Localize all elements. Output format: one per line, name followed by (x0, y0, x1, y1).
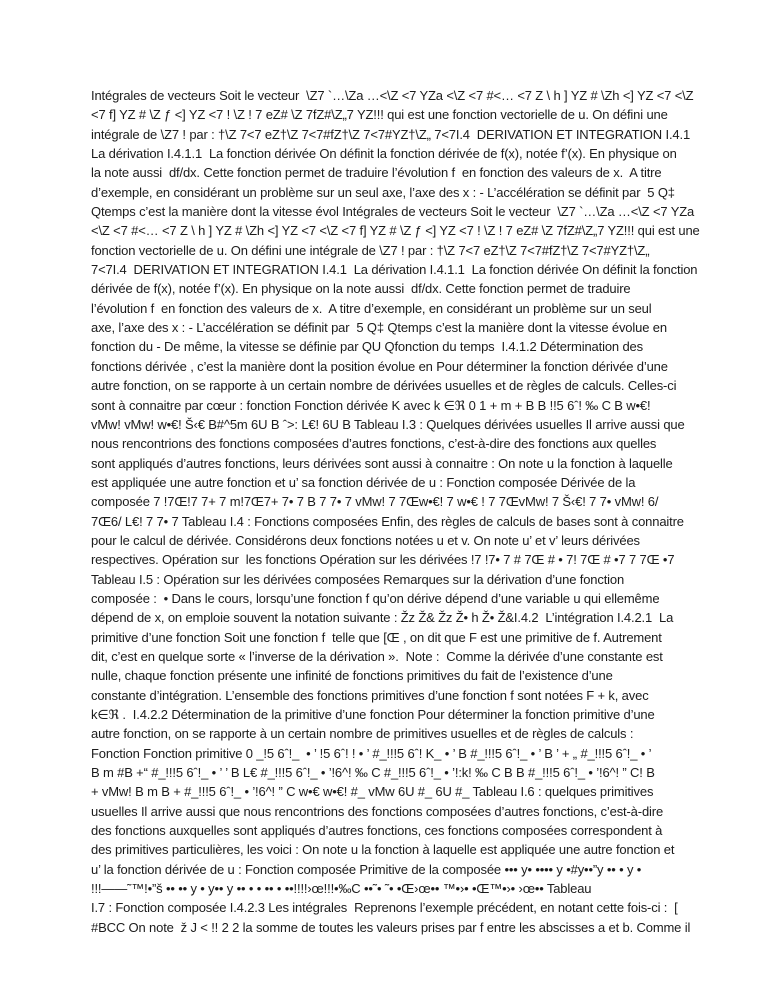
text-line: composée 7 !7Œ!7 7+ 7 m!7Œ7+ 7• 7 B 7 7• 7 vMw! 7 7Œw•€! 7 w•€ ! 7 7ŒvMw! 7 Š‹€! 7 7• vMw! 6/ (91, 494, 659, 510)
text-line: usuelles Il arrive aussi que nous rencontrions des fonctions composées d’autres fonctions, c’est-à-dire (91, 803, 664, 819)
text-line: u’ la fonction dérivée de u : Fonction composée Primitive de la composée ••• y• •••• y •#y••”y •• • y • (91, 861, 642, 877)
text-line: 7<7I.4 DERIVATION ET INTEGRATION I.4.1 La dérivation I.4.1.1 La fonction dérivée On définit la fonction (91, 262, 698, 278)
text-line: dit, c’est en quelque sorte « l’inverse de la dérivation ». Note : Comme la dérivée d’une constante est (91, 648, 663, 664)
text-line: k∈ℜ . I.4.2.2 Détermination de la primitive d’une fonction Pour déterminer la fonction primitive d’une (91, 707, 655, 722)
text-line: I.7 : Fonction composée I.4.2.3 Les intégrales Reprenons l’exemple précédent, en notant cette fois-ci : [ (91, 900, 678, 916)
text-line: sont appliqués d’autres fonctions, leurs dérivées sont aussi à connaitre : On note u la fonction à laquelle (91, 455, 673, 471)
text-line: des primitives particulières, les voici : On note u la fonction à laquelle est appliquée une autre fonction et (91, 842, 675, 858)
text-line: vMw! vMw! w•€! Š‹€ B#^5m 6U B ˆ>: L€! 6U B Tableau I.3 : Quelques dérivées usuelles Il arrive aussi que (91, 416, 685, 432)
text-line: primitive d’une fonction Soit une fonction f telle que [Œ , on dit que F est une primitive de f. Autrement (91, 629, 662, 645)
text-line: nous rencontrions des fonctions composées d’autres fonctions, c’est-à-dire des fonctions aux quelles (91, 436, 657, 452)
text-line: autre fonction, on se rapporte à un certain nombre de dérivées usuelles et de règles de calculs. Celles-ci (91, 378, 677, 394)
text-line: est appliquée une autre fonction et u’ sa fonction dérivée de u : Fonction composée Dérivée de la (91, 474, 636, 490)
text-line: sont à connaitre par cœur : fonction Fonction dérivée K avec k ∈ℜ 0 1 + m + B B !!5 6ˆ! ‰ C B w•€! (91, 397, 651, 413)
text-line: Fonction Fonction primitive 0 _!5 6ˆ!_ • ’ !5 6ˆ! ! • ’ #_!!!5 6ˆ! K_ • ’ B #_!!!5 6ˆ!_ • ’ B ’ + „ #_!!!5 6ˆ!_ • ’ (91, 745, 652, 761)
text-line: dérivée de f(x), notée f’(x). En physique on la note aussi df/dx. Cette fonction permet de traduire (91, 281, 631, 297)
text-line: constante d’intégration. L’ensemble des fonctions primitives d’une fonction f sont notées F + k, avec (91, 687, 649, 703)
text-line: + vMw! B m B + #_!!!5 6ˆ!_ • ’!6^! ” C w•€ w•€! #_ vMw 6U #_ 6U #_ Tableau I.6 : quelques primitives (91, 784, 654, 800)
document-text-block (91, 86, 700, 937)
text-line: fonction du - De même, la vitesse se définie par QU Qfonction du temps I.4.1.2 Détermination des (91, 339, 643, 355)
text-line: intégrale de \Z7 ! par : †\Z 7<7 eZ†\Z 7<7#fZ†\Z 7<7#YZ†\Z„ 7<7I.4 DERIVATION ET INTEGRATION I.4.1 (91, 126, 691, 142)
text-line: l’évolution f en fonction des valeurs de x. A titre d’exemple, en considérant un problème sur un seul (91, 300, 652, 316)
text-line: B m #B +“ #_!!!5 6ˆ!_ • ’ ’ B L€ #_!!!5 6ˆ!_ • ’!6^! ‰ C #_!!!5 6ˆ!_ • ’!:k! ‰ C B B #_!!!5 6ˆ!_ • ’!6^! ” C! B (91, 765, 655, 781)
text-line: Tableau I.5 : Opération sur les dérivées composées Remarques sur la dérivation d’une fonction (91, 571, 625, 587)
text-line: composée : • Dans le cours, lorsqu’une fonction f qu’on dérive dépend d’une variable u qui ellemême (91, 590, 660, 606)
text-line: <7 f] YZ # \Z ƒ <] YZ <7 ! \Z ! 7 eZ# \Z 7fZ#\Z„7 YZ!!! qui est une fonction vectorielle de u. On défini une (91, 107, 668, 123)
text-line: respectives. Opération sur les fonctions Opération sur les dérivées !7 !7• 7 # 7Œ # • 7! 7Œ # •7 7 7Œ •7 (91, 552, 675, 568)
text-line: fonctions dérivée , c’est la manière dont la position évolue en Pour déterminer la fonction dérivée d’une (91, 358, 668, 374)
text-line: nulle, chaque fonction présente une infinité de fonctions primitives du fait de l’existence d’une (91, 668, 613, 684)
text-line: 7Œ6/ L€! 7 7• 7 Tableau I.4 : Fonctions composées Enfin, des règles de calculs de bases sont à connaitre (91, 513, 684, 529)
text-line: <\Z <7 #<… <7 Z \ h ] YZ # \Zh <] YZ <7 <\Z <7 f] YZ # \Z ƒ <] YZ <7 ! \Z ! 7 eZ# \Z 7fZ#\Z„7 YZ!!! qui est une (91, 223, 700, 239)
text-line: pour le calcul de dérivée. Considérons deux fonctions notées u et v. On note u’ et v’ leurs dérivées (91, 532, 640, 548)
text-line: fonction vectorielle de u. On défini une intégrale de \Z7 ! par : †\Z 7<7 eZ†\Z 7<7#fZ†\Z 7<7#YZ†\Z„ (91, 242, 650, 258)
text-line: !!!——˜™!•”š •• •• y • y•• y •• • • •• • ••!!!!›œ!!!•‰C ••˜• ˜• •Œ›œ•• ™•›• •Œ™•›• ›œ•• Tableau (91, 881, 592, 897)
text-line: des fonctions auxquelles sont appliqués d’autres fonctions, ces fonctions composées correspondent à (91, 823, 663, 839)
text-line: la note aussi df/dx. Cette fonction permet de traduire l’évolution f en fonction des valeurs de x. A titre (91, 165, 662, 181)
text-line: d’exemple, en considérant un problème sur un seul axe, l’axe des x : - L’accélération se définit par 5 Q‡ (91, 184, 675, 200)
text-line: Intégrales de vecteurs Soit le vecteur \Z7 `…\Za …<\Z <7 YZa <\Z <7 #<… <7 Z \ h ] YZ # \Zh <] YZ <7 <\Z (91, 88, 694, 103)
text-line: dépend de x, on emploie souvent la notation suivante : Žz Ž& Žz Ž• h Ž• Ž&I.4.2 L’intégration I.4.2.1 La (91, 610, 674, 626)
text-line: #BCC On note ž J < !! 2 2 la somme de toutes les valeurs prises par f entre les abscisses a et b. Comme il (91, 919, 691, 935)
text-line: La dérivation I.4.1.1 La fonction dérivée On définit la fonction dérivée de f(x), notée f’(x). En physique on (91, 146, 677, 162)
text-line: Qtemps c’est la manière dont la vitesse évol Intégrales de vecteurs Soit le vecteur \Z7 `…\Za …<\Z <7 YZa (91, 204, 695, 220)
text-line: autre fonction, on se rapporte à un certain nombre de primitives usuelles et de règles de calculs : (91, 726, 634, 742)
text-line: axe, l’axe des x : - L’accélération se définit par 5 Q‡ Qtemps c’est la manière dont la vitesse évolue en (91, 320, 667, 336)
